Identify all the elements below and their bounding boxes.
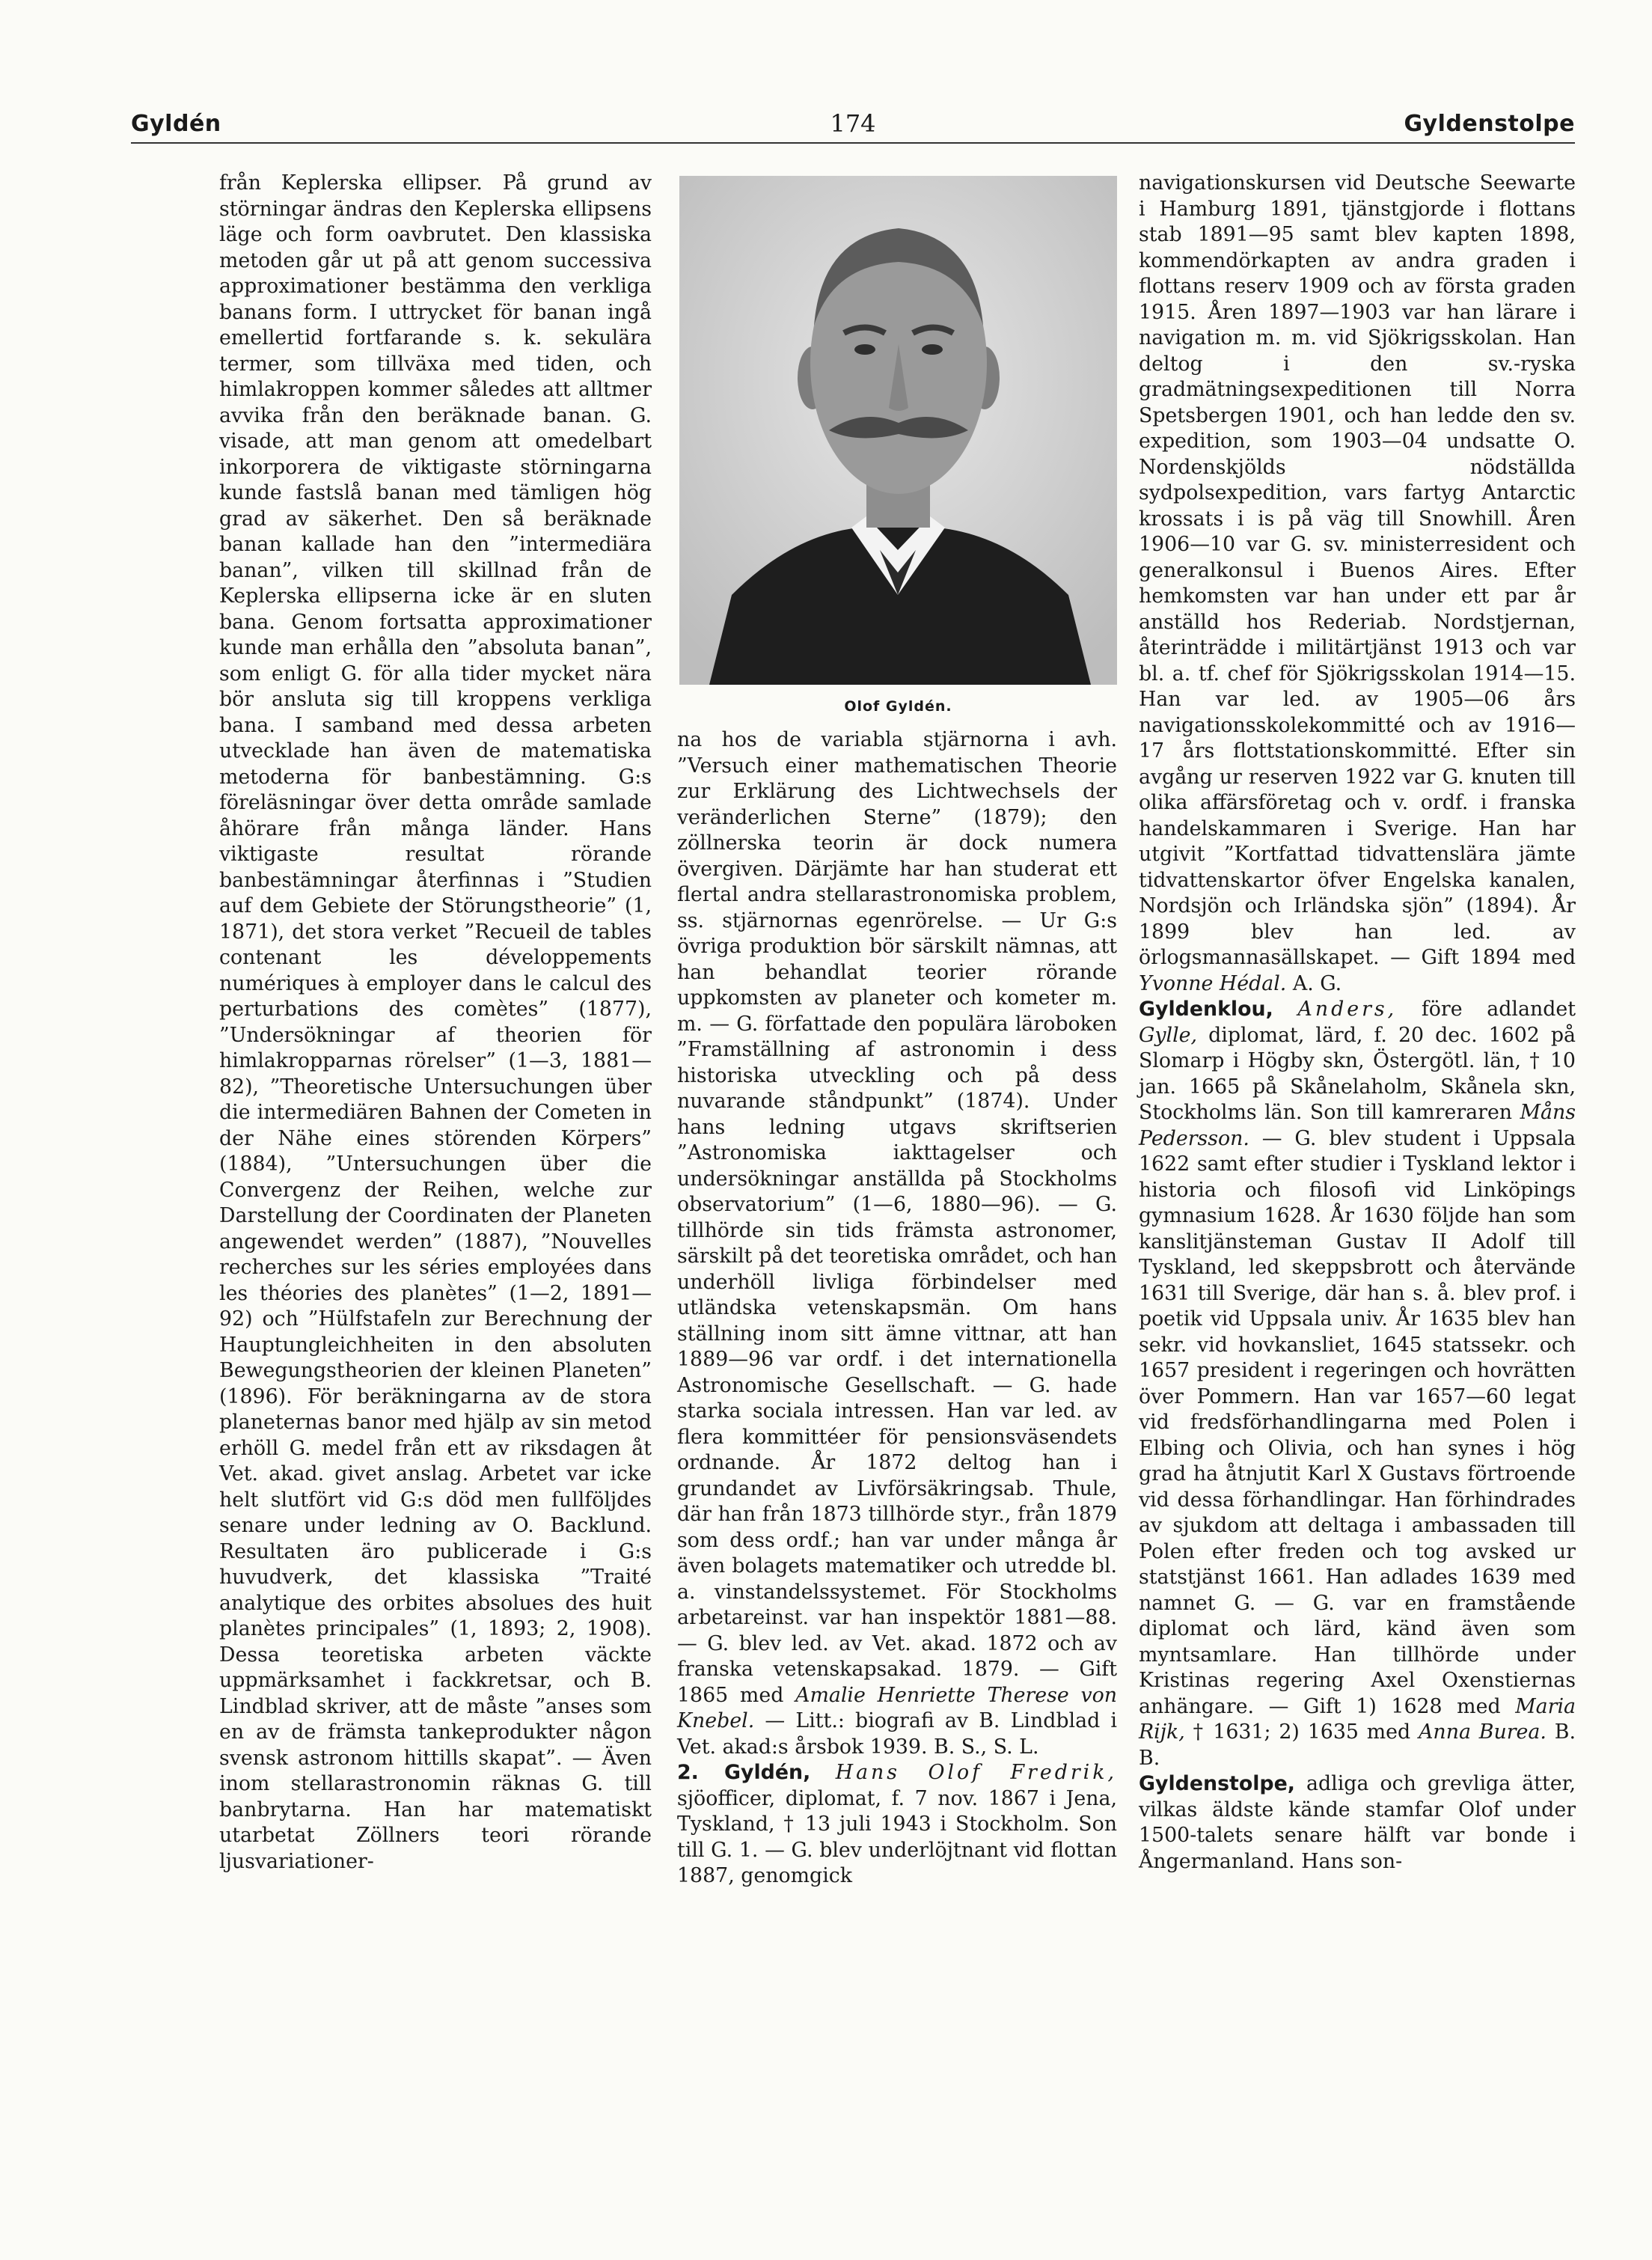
entry3-wife-1: Maria Rijk,: [1139, 1694, 1576, 1744]
entry2-heading: 2. Gyldén,: [677, 1761, 811, 1784]
entry3-text-d: † 1631; 2) 1635 med: [1184, 1720, 1411, 1744]
column-2: [677, 727, 1117, 1890]
entry3-wife-2: Anna Burea.: [1419, 1720, 1547, 1744]
author-signature-3: B. B.: [1139, 1720, 1576, 1770]
column-1-text: från Keplerska ellipser. På grund av störningar ändras den Keplerska ellipsens läge och form oavbrutet. Den klassiska metoden går ut på att genom successiva approximationer bestämma den verkliga banans form. I uttrycket för banan ingå emellertid fortfarande s. k. sekulära termer, som tillväxa med tiden, och himlakroppen kommer således att alltmer avvika från den beräknade banan. G. visade, att man genom att omedelbart inkorporera de viktigaste störningarna kunde fastslå banan med tämligen hög grad av säkerhet. Den så beräknade banan kallade han den ”intermediära banan”, vilken till skillnad från de Keplerska ellipserna icke är en sluten bana. Genom fortsatta approximationer kunde man erhålla den ”absoluta banan”, som enligt G. för alla tider mycket nära bör ansluta sig till kroppens verkliga bana. I samband med dessa arbeten utvecklade han även de matematiska metoderna för banbestämning. G:s föreläsningar över detta område samlade åhörare från många länder. Hans viktigaste resultat rörande banbestämningar återfinnas i ”Studien auf dem Gebiete der Störungstheorie” (1, 1871), det stora verket ”Recueil de tables contenant les développements numériques à employer dans le calcul des perturbations des comètes” (1877), ”Undersökningar af theorien för himlakropparnas rörelser” (1—3, 1881—82), ”Theoretische Untersuchungen über die intermediären Bahnen der Cometen in der Nähe eines störenden Körpers” (1884), ”Untersuchungen über die Convergenz der Reihen, welche zur Darstellung der Coordinaten der Planeten angewendet werden” (1887), ”Nouvelles recherches sur les séries employées dans les théories des planètes” (1—2, 1891—92) och ”Hülfstafeln zur Berechnung der Hauptungleichheiten in den absoluten Bewegungstheorien der kleinen Planeten” (1896). För beräkningarna av de stora planeternas banor med hjälp av sin metod erhöll G. medel från ett av riksdagen åt Vet. akad. givet anslag. Arbetet var icke helt slutfört vid G:s död men fullföljdes senare under ledning av O. Backlund. Resultaten äro publicerade i G:s huvudverk, det klassiska ”Traité analytique des orbites absolues des huit planètes principales” (1, 1893; 2, 1908). Dessa teoretiska arbeten väckte uppmärksamhet i fackkretsar, och B. Lindblad skriver, att de måste ”anses som en av de främsta tankeprodukter någon svensk astronom hittills skapat”. — Även inom stellarastronomin räknas G. till banbrytarna. Han har matematiskt utarbetat Zöllners teori rörande ljusvariationer-: [219, 171, 652, 1873]
entry3-text-a: före adlandet: [1397, 998, 1576, 1021]
portrait-figure: [679, 176, 1117, 715]
entry3-father: Måns Pedersson.: [1139, 1101, 1576, 1150]
column-2-text: [677, 727, 1117, 1890]
spouse-name: Amalie Henriette Therese von Knebel.: [677, 1683, 1117, 1732]
portrait-caption: Olof Gyldén.: [844, 698, 952, 715]
entry2-text: sjöofficer, diplomat, f. 7 nov. 1867 i Jena, Tyskland, † 13 juli 1943 i Stockholm. Son till G. 1. — G. blev underlöjtnant vid flottan 1887, genomgick: [677, 1786, 1117, 1887]
entry3-text-b: diplomat, lärd, f. 20 dec. 1602 på Slomarp i Högby skn, Östergötl. län, † 10 jan. 1665 på Skånelaholm, Skånela skn, Stockholms län. Son till kamreraren: [1139, 1023, 1576, 1124]
column-1: [219, 171, 652, 1875]
entry2-name: Hans Olof Fredrik,: [835, 1761, 1117, 1784]
page-header: [131, 103, 1575, 144]
page-number: 174: [830, 109, 876, 138]
column-3-text: [1139, 171, 1576, 1875]
portrait-photo: [679, 176, 1117, 685]
portrait-image: [679, 176, 1117, 685]
header-left-title: Gyldén: [131, 111, 221, 137]
header-right-title: Gyldenstolpe: [1404, 111, 1575, 137]
literature-note: — Litt.: biografi av B. Lindblad i Vet. akad:s årsbok 1939.: [677, 1709, 1117, 1759]
author-signature: B. S., S. L.: [934, 1735, 1039, 1759]
entry4-text: adliga och grevliga ätter, vilkas äldste kände stamfar Olof under 1500-talets senare hälft var bonde i Ångermanland. Hans son-: [1139, 1772, 1576, 1873]
entry3-text-c: — G. blev student i Uppsala 1622 samt efter studier i Tyskland lektor i historia och filosofi vid Linköpings gymnasium 1628. År 1630 följde han som kanslitjänsteman Gustav II Adolf till Tyskland, led skeppsbrott och återvände 1631 till Sverige, där han s. å. blev prof. i poetik vid Uppsala univ. År 1635 blev han sekr. vid hovkansliet, 1645 statssekr. och 1657 president i regeringen och hovrätten över Pommern. Han var 1657—60 legat vid fredsförhandlingarna med Polen i Elbing och Olivia, och han synes i hög grad ha åtnjutit Karl X Gustavs förtroende vid dessa förhandlingar. Han förhindrades av sjukdom att deltaga i ambassaden till Polen efter freden och tog avsked ur statstjänst 1661. Han adlades 1639 med namnet G. — G. var en framstående diplomat och lärd, känd även som myntsamlare. Han tillhörde under Kristinas regering Axel Oxenstiernas anhängare. — Gift 1) 1628 med: [1139, 1126, 1576, 1718]
entry3-heading: Gyldenklou,: [1139, 998, 1273, 1021]
author-signature-2: A. G.: [1292, 971, 1342, 995]
column-3: [1139, 171, 1576, 1875]
entry1-continuation: na hos de variabla stjärnorna i avh. ”Versuch einer mathematischen Theorie zur Erklärung des Lichtwechsels der veränderlichen Sterne” (1879); den zöllnerska teorin är dock numera övergiven. Därjämte har han studerat ett flertal andra stellarastronomiska problem, ss. stjärnornas egenrörelse. — Ur G:s övriga produktion bör särskilt nämnas, att han behandlat teorier rörande uppkomsten av planeter och kometer m. m. — G. författade den populära läroboken ”Framställning af astronomin i dess historiska utveckling och på dess nuvarande ståndpunkt” (1874). Under hans ledning utgavs skriftserien ”Astronomiska iakttagelser och undersökningar anställda på Stockholms observatorium” (1—6, 1880—96). — G. tillhörde sin tids främsta astronomer, särskilt på det teoretiska området, och han underhöll livliga förbindelser med utländska vetenskapsmän. Om hans ställning inom sitt ämne vittnar, att han 1889—96 var ordf. i det internationella Astronomische Gesellschaft. — G. hade starka sociala intressen. Han var led. av flera kommittéer för pensionsväsendets ordnande. År 1872 deltog han i grundandet av Livförsäkringsab. Thule, där han från 1873 tillhörde styr., från 1879 som dess ordf.; han var under många år även bolagets matematiker och utredde bl. a. vinstandelssystemet. För Stockholms arbetareinst. var han inspektör 1881—88. — G. blev led. av Vet. akad. 1872 och av franska vetenskapsakad. 1879. — Gift 1865 med: [677, 728, 1117, 1707]
entry4-heading: Gyldenstolpe,: [1139, 1772, 1295, 1795]
spouse-name-2: Yvonne Hédal.: [1139, 971, 1287, 995]
entry2-continuation: navigationskursen vid Deutsche Seewarte i Hamburg 1891, tjänstgjorde i flottans stab 1891—95 samt blev kapten 1898, kommendörkapten av andra graden i flottans reserv 1909 och av första graden 1915. Åren 1897—1903 var han lärare i navigation m. m. vid Sjökrigsskolan. Han deltog i den sv.-ryska gradmätningsexpeditionen till Norra Spetsbergen 1901, och han ledde den sv. expedition, som 1903—04 undsatte O. Nordenskjölds nödställda sydpolsexpedition, vars fartyg Antarctic krossats i is på väg till Snowhill. Åren 1906—10 var G. sv. ministerresident och generalkonsul i Buenos Aires. Efter hemkomsten var han under ett par år anställd hos Rederiab. Nordstjernan, återinträdde i militärtjänst 1913 och var bl. a. tf. chef för Sjökrigsskolan 1914—15. Han var led. av 1905—06 års navigationsskolekommitté och av 1916—17 års flottstationskommitté. Efter sin avgång ur reserven 1922 var G. knuten till olika affärsföretag och v. ordf. i franska handelskammaren i Sverige. Han har utgivit ”Kortfattad tidvattenslära jämte tidvattenskartor öfver Engelska kanalen, Nordsjön och Irländska sjön” (1894). År 1899 blev han led. av örlogsmannasällskapet. — Gift 1894 med: [1139, 171, 1576, 969]
entry3-name: Anders,: [1297, 998, 1398, 1021]
entry3-former-name: Gylle,: [1139, 1023, 1198, 1047]
